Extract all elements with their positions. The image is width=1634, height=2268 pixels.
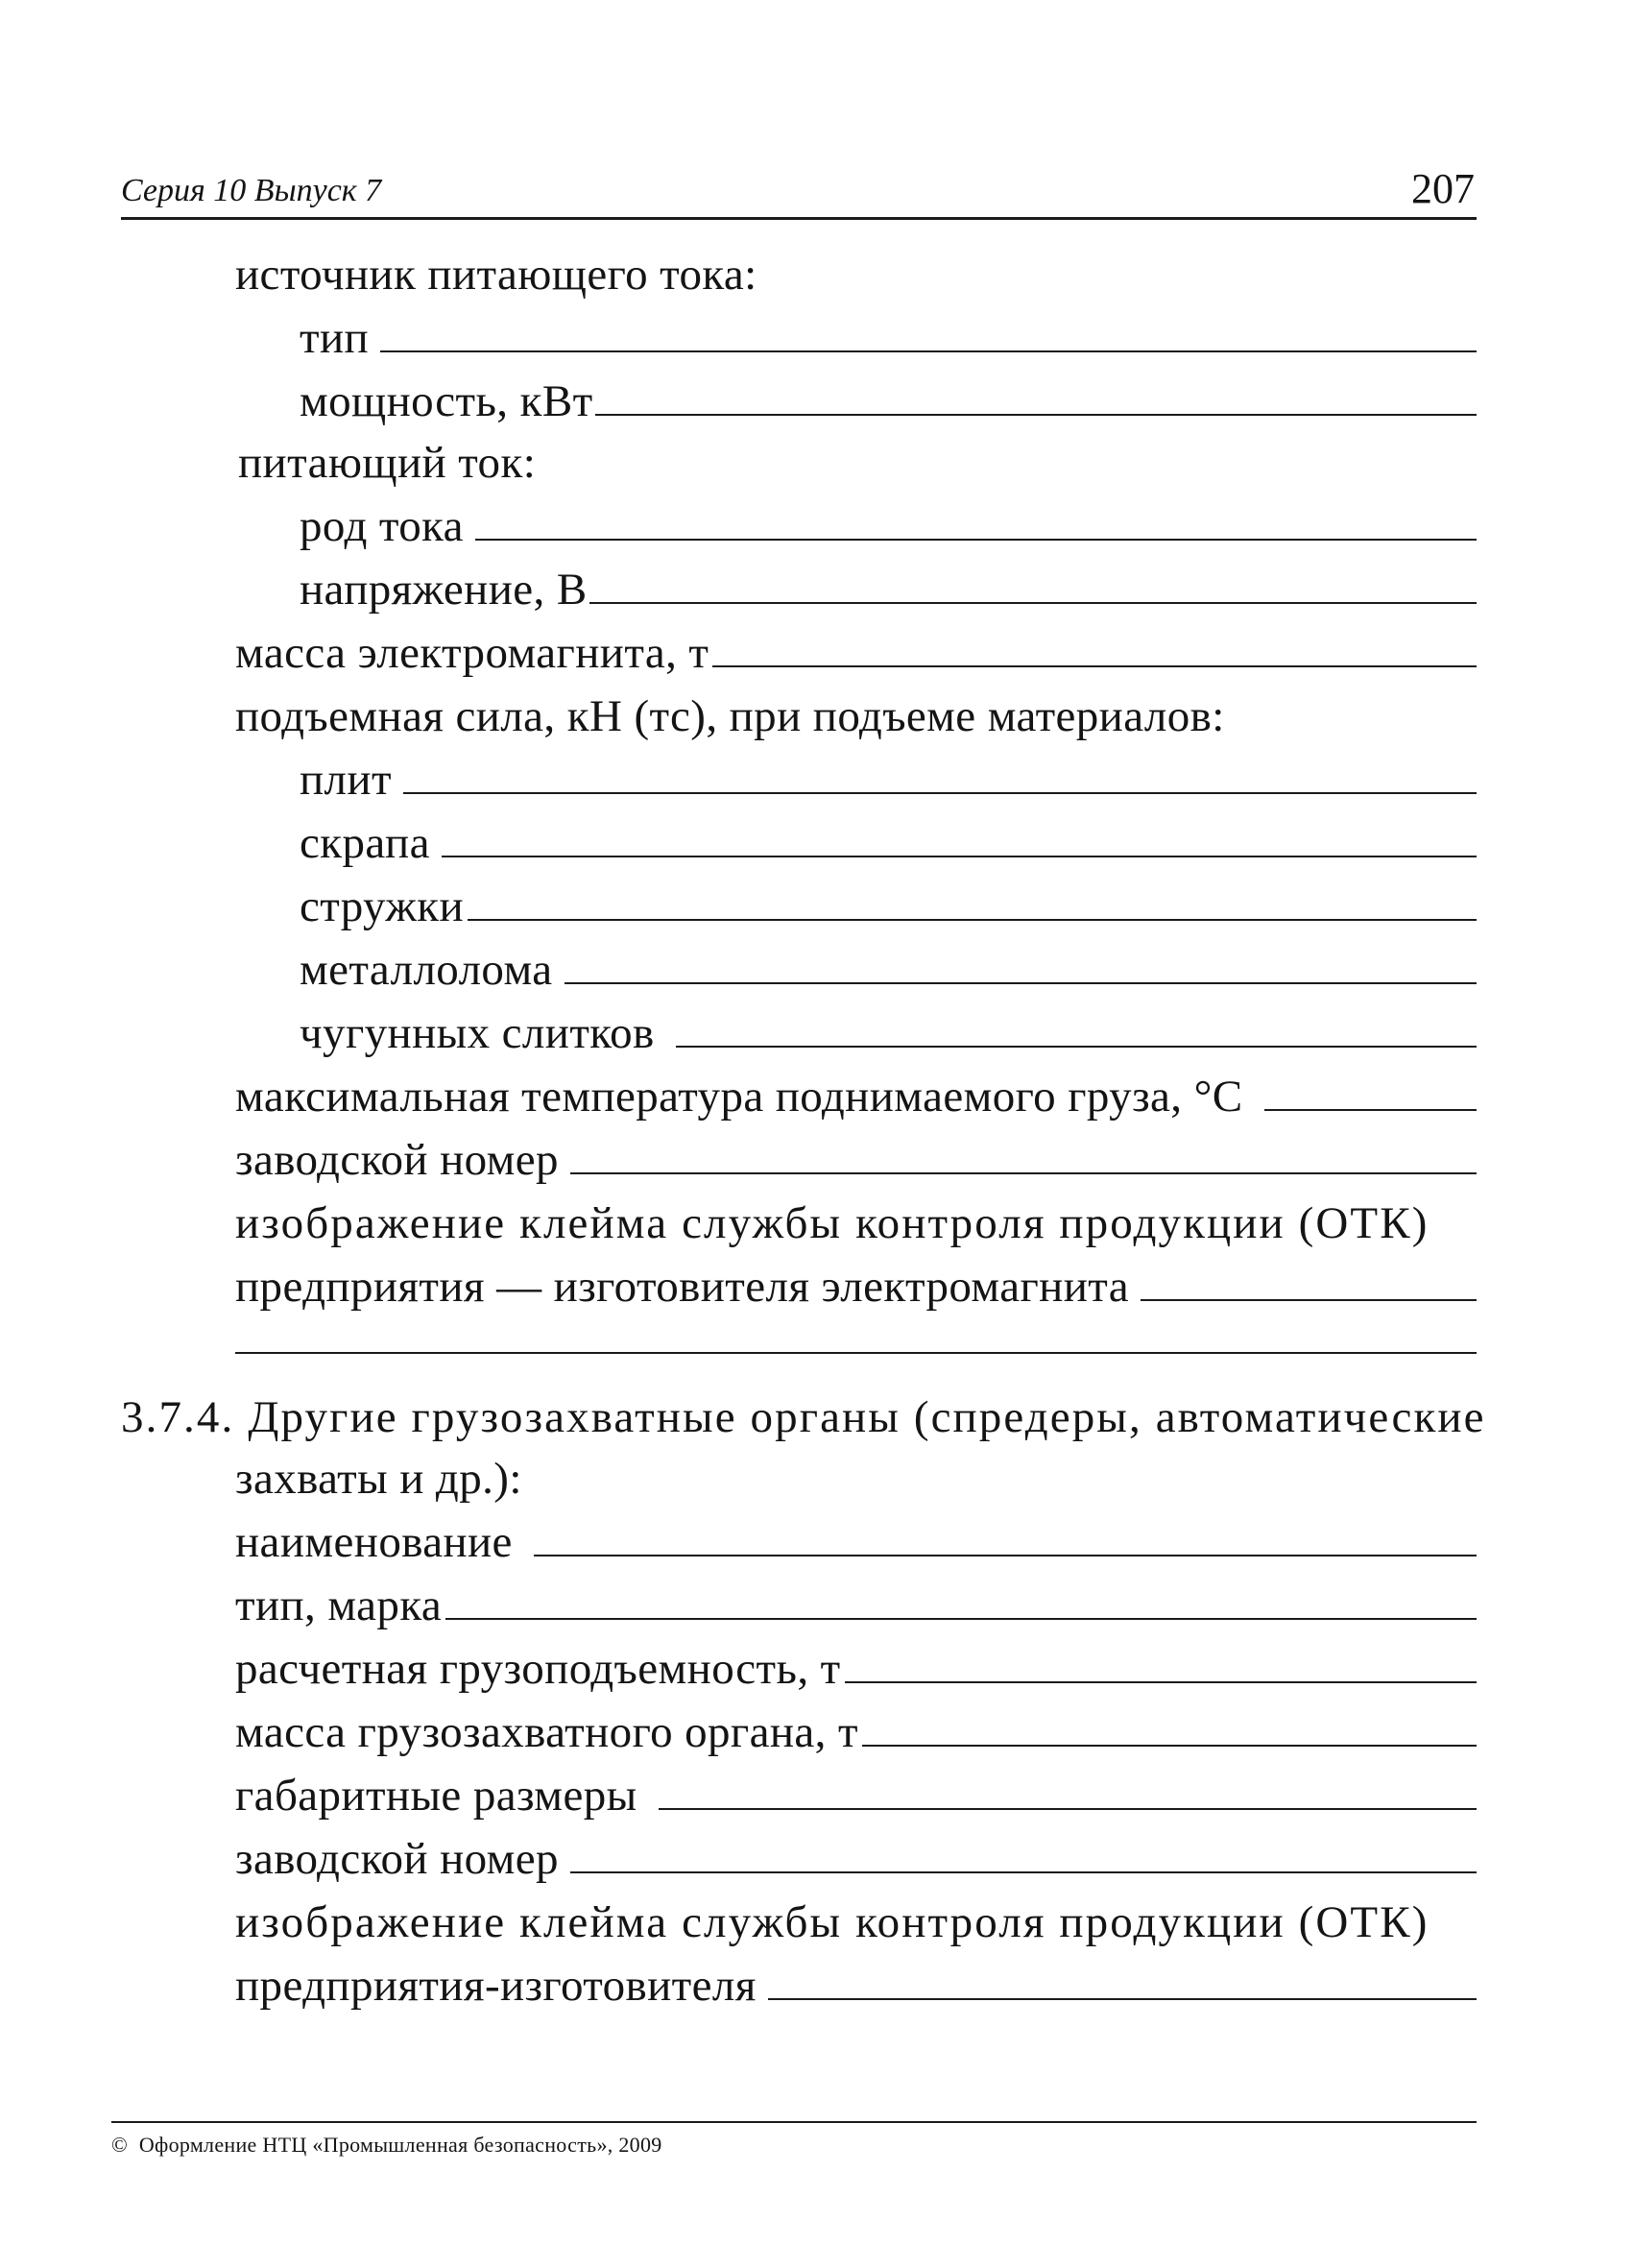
- fill-line[interactable]: [1141, 1299, 1477, 1301]
- field-label: заводской номер: [235, 1135, 559, 1185]
- fill-line[interactable]: [403, 792, 1477, 794]
- field-label: стружки: [300, 881, 464, 931]
- fill-line[interactable]: [1264, 1109, 1477, 1111]
- field-label: тип: [300, 313, 370, 363]
- power-field: [300, 367, 1477, 424]
- stamp-manufacturer-field: [235, 1252, 1477, 1310]
- fill-line[interactable]: [659, 1808, 1477, 1810]
- field-label: максимальная температура поднимаемого груза, °С: [235, 1072, 1243, 1122]
- field-label: источник питающего тока:: [235, 250, 757, 300]
- field-label: металлолома: [300, 945, 553, 995]
- plates-field: [300, 745, 1477, 803]
- fill-line[interactable]: [442, 856, 1477, 857]
- power-source-heading: [235, 240, 1477, 298]
- supply-current-heading: [238, 428, 1477, 486]
- fill-line[interactable]: [570, 1172, 1477, 1174]
- field-label: мощность, кВт: [300, 376, 593, 426]
- fill-line[interactable]: [589, 602, 1477, 604]
- field-label: плит: [300, 755, 392, 805]
- fill-line[interactable]: [534, 1555, 1477, 1556]
- fill-line[interactable]: [595, 414, 1477, 416]
- field-label: изображение клейма службы контроля продукции (ОТК): [235, 1198, 1430, 1248]
- fill-line[interactable]: [712, 665, 1477, 667]
- fill-line[interactable]: [475, 539, 1477, 541]
- field-label: масса грузозахватного органа, т: [235, 1707, 858, 1757]
- dimensions-field: [235, 1761, 1477, 1819]
- field-label: масса электромагнита, т: [235, 628, 709, 678]
- section-title-continuation: [235, 1444, 1477, 1502]
- type-field: [300, 303, 1477, 361]
- cast-iron-ingots-field: [300, 999, 1477, 1056]
- field-label: подъемная сила, кН (тс), при подъеме материалов:: [235, 691, 1225, 741]
- scrap-field: [300, 808, 1477, 866]
- stamp-manufacturer-field: [235, 1951, 1477, 2009]
- field-label: тип, марка: [235, 1580, 443, 1630]
- fill-line[interactable]: [862, 1745, 1477, 1747]
- fill-line[interactable]: [445, 1618, 1477, 1620]
- field-label: предприятия — изготовителя электромагнита: [235, 1262, 1130, 1312]
- stamp-heading: [235, 1189, 1477, 1246]
- field-label: чугунных слитков: [300, 1008, 655, 1058]
- footer-text: Оформление НТЦ «Промышленная безопасность», 2009: [138, 2133, 662, 2157]
- fill-line[interactable]: [676, 1046, 1477, 1048]
- fill-line[interactable]: [768, 1998, 1477, 2000]
- max-temp-field: [235, 1062, 1477, 1120]
- section-title: Другие грузозахватные органы (спредеры, автоматические: [248, 1392, 1486, 1442]
- section-number: 3.7.4.: [121, 1392, 235, 1442]
- field-label: изображение клейма службы контроля продукции (ОТК): [235, 1897, 1430, 1947]
- serial-number-field: [235, 1824, 1477, 1882]
- field-label: наименование: [235, 1517, 513, 1567]
- fill-line[interactable]: [845, 1681, 1477, 1683]
- section-title: захваты и др.):: [235, 1454, 522, 1504]
- fill-line[interactable]: [565, 982, 1477, 984]
- page-footer: [111, 2121, 1477, 2158]
- serial-number-field: [235, 1125, 1477, 1183]
- magnet-mass-field: [235, 618, 1477, 676]
- name-field: [235, 1508, 1477, 1565]
- field-label: предприятия-изготовителя: [235, 1961, 757, 2011]
- field-label: заводской номер: [235, 1834, 559, 1884]
- page-header: [121, 163, 1477, 220]
- copyright-icon: ©: [111, 2133, 129, 2157]
- fill-line[interactable]: [570, 1871, 1477, 1873]
- series-title: Серия 10 Выпуск 7: [121, 173, 382, 208]
- fill-line[interactable]: [468, 919, 1477, 921]
- field-label: скрапа: [300, 818, 430, 868]
- field-label: напряжение, В: [300, 565, 588, 615]
- field-label: габаритные размеры: [235, 1771, 637, 1821]
- stamp-heading: [235, 1888, 1477, 1945]
- fill-line[interactable]: [380, 350, 1477, 352]
- section-374-heading: [121, 1383, 1486, 1442]
- voltage-field: [300, 555, 1477, 613]
- rated-capacity-field: [235, 1634, 1477, 1692]
- field-label: питающий ток:: [238, 438, 537, 488]
- type-brand-field: [235, 1571, 1477, 1629]
- device-mass-field: [235, 1698, 1477, 1755]
- current-kind-field: [300, 492, 1477, 549]
- shavings-field: [300, 872, 1477, 929]
- field-label: расчетная грузоподъемность, т: [235, 1644, 841, 1694]
- blank-fill-line[interactable]: [235, 1352, 1477, 1354]
- metal-scrap-field: [300, 935, 1477, 993]
- page-number: 207: [1411, 165, 1475, 212]
- lifting-force-heading: [235, 682, 1477, 739]
- field-label: род тока: [300, 501, 464, 551]
